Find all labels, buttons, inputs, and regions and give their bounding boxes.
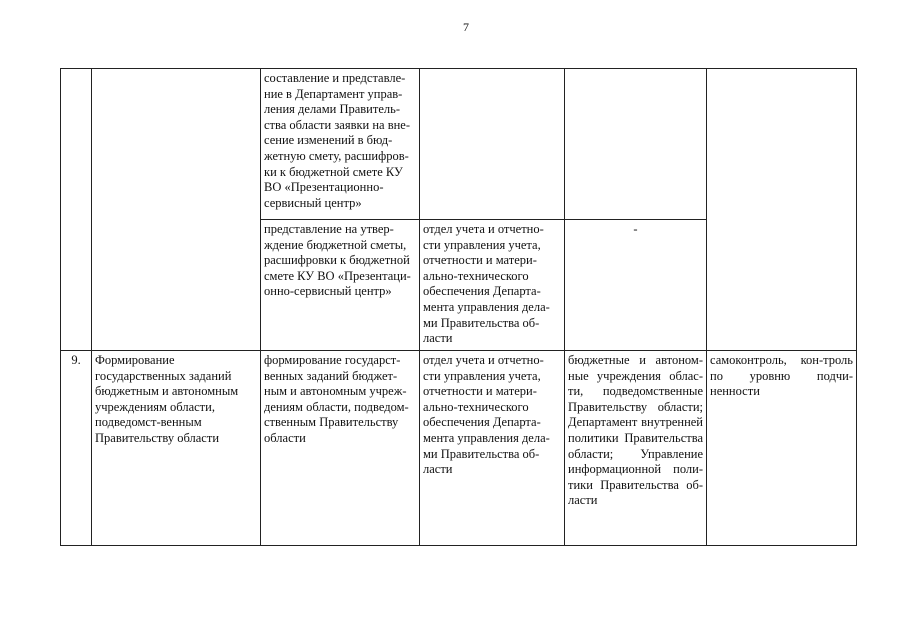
cell-process-continued [92,69,261,351]
cell-participants [565,69,707,220]
cell-executor: отдел учета и отчетно-сти управления учета, отчетности и матери-ально-технического обеспечения Департа-мента управления дела-ми Правительства об-ласти [420,220,565,351]
cell-executor [420,69,565,220]
cell-process: Формирование государственных заданий бюджетным и автономным учреждениям области, подведомст-венным Правительству области [92,351,261,546]
cell-control: самоконтроль, кон-троль по уровню подчи-ненности [707,351,857,546]
cell-number: 9. [61,351,92,546]
cell-number-continued [61,69,92,351]
table-row [61,69,857,220]
cell-stage: составление и представле-ние в Департамент управ-ления делами Правитель-ства области заявки на вне-сение изменений в бюд-жетную смету, расшифров-ки к бюджетной смете КУ ВО «Презентационно-сервисный центр» [261,69,420,220]
cell-stage: представление на утвер-ждение бюджетной сметы, расшифровки к бюджетной смете КУ ВО «Презентаци-онно-сервисный центр» [261,220,420,351]
cell-control-continued [707,69,857,351]
page-number: 7 [463,20,469,34]
cell-participants: - [565,220,707,351]
table-row [61,351,857,546]
cell-participants: бюджетные и автоном-ные учреждения облас-ти, подведомственные Правительству области; Департамент внутренней политики Правительства области; Управление информационной поли-тики Правительства об-ласти [565,351,707,546]
cell-stage: формирование государст-венных заданий бюджет-ным и автономным учреж-дениям области, подведом-ственным Правительству области [261,351,420,546]
cell-executor: отдел учета и отчетно-сти управления учета, отчетности и матери-ально-технического обеспечения Департа-мента управления дела-ми Правительства об-ласти [420,351,565,546]
process-table [60,68,857,546]
